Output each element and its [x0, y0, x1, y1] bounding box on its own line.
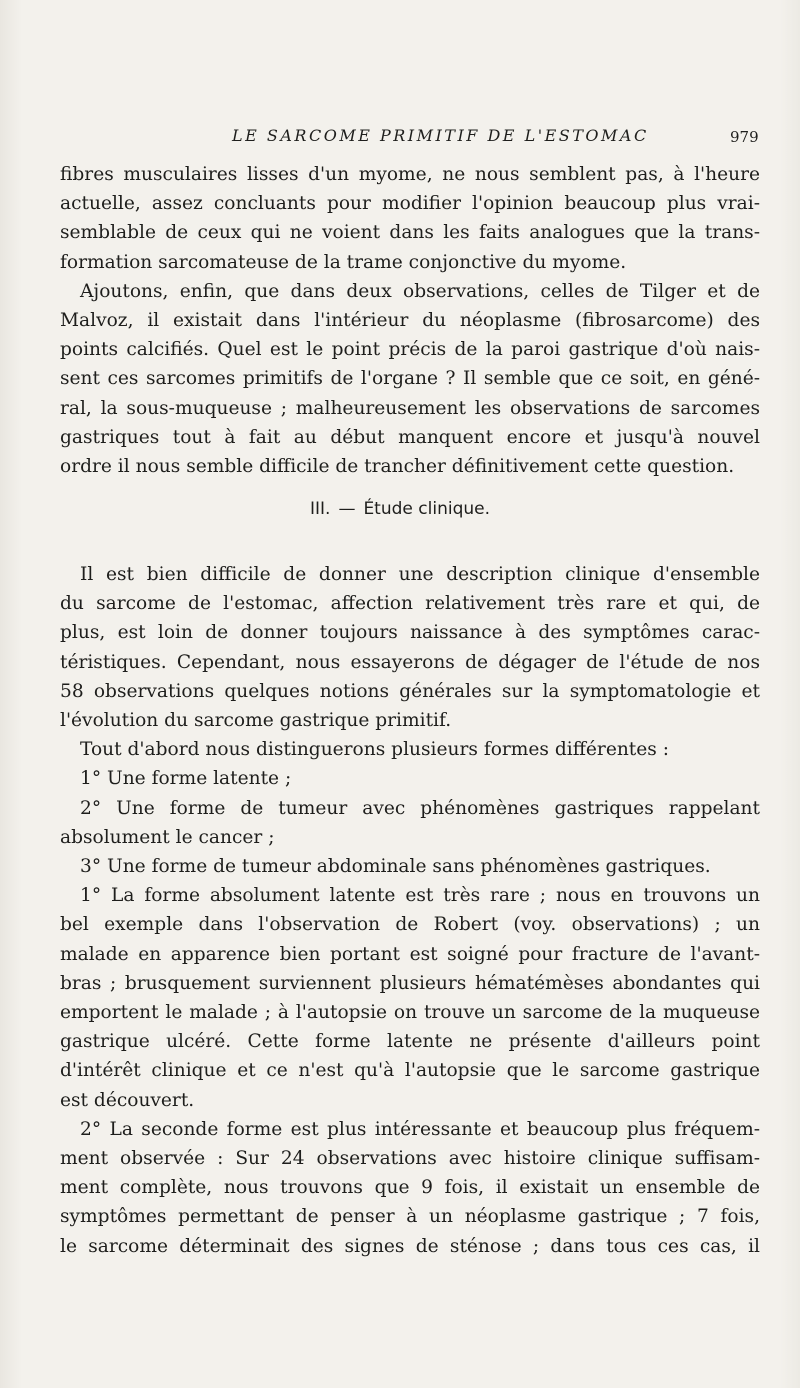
text-line: 1° Une forme latente ;	[80, 768, 292, 790]
body-text-bottom	[60, 560, 760, 1261]
section-number: III.	[309, 499, 331, 519]
text-line: 58 observations quelques notions générales sur la symptomatologie et	[60, 680, 760, 702]
text-line: 2° La seconde forme est plus intéressante et beaucoup plus fréquem-	[80, 1118, 760, 1140]
text-line: malade en apparence bien portant est soigné pour fracture de l'avant-	[60, 943, 760, 965]
text-line: emportent le malade ; à l'autopsie on trouve un sarcome de la muqueuse	[60, 1002, 760, 1024]
text-line: du sarcome de l'estomac, affection relativement très rare et qui, de	[60, 593, 760, 615]
text-line: 3° Une forme de tumeur abdominale sans phénomènes gastriques.	[80, 856, 711, 878]
text-line: plus, est loin de donner toujours naissance à des symptômes carac-	[60, 622, 760, 644]
page-number: 979	[730, 128, 759, 146]
text-line: Ajoutons, enfin, que dans deux observations, celles de Tilger et de	[80, 280, 760, 302]
text-line: Malvoz, il existait dans l'intérieur du néoplasme (fibrosarcome) des	[60, 310, 760, 332]
text-line: sent ces sarcomes primitifs de l'organe ? Il semble que ce soit, en géné-	[60, 368, 760, 390]
text-line: Il est bien difficile de donner une description clinique d'ensemble	[80, 564, 760, 585]
text-line: le sarcome déterminait des signes de sténose ; dans tous ces cas, il	[60, 1235, 760, 1257]
text-line: points calcifiés. Quel est le point précis de la paroi gastrique d'où nais-	[60, 339, 760, 361]
text-line: absolument le cancer ;	[60, 826, 275, 848]
text-line: Tout d'abord nous distinguerons plusieurs formes différentes :	[80, 739, 669, 761]
text-line: gastrique ulcéré. Cette forme latente ne présente d'ailleurs point	[60, 1031, 760, 1053]
text-line: gastriques tout à fait au début manquent encore et jusqu'à nouvel	[60, 426, 760, 448]
text-line: bel exemple dans l'observation de Robert (voy. observations) ; un	[60, 914, 760, 936]
body-text-top	[60, 160, 760, 481]
section-title: Étude clinique.	[363, 499, 490, 519]
text-line: actuelle, assez concluants pour modifier l'opinion beaucoup plus vrai-	[60, 193, 760, 215]
text-line: formation sarcomateuse de la trame conjonctive du myome.	[60, 251, 627, 273]
text-line: l'évolution du sarcome gastrique primitif.	[60, 710, 452, 732]
running-header	[0, 126, 800, 150]
text-line: d'intérêt clinique et ce n'est qu'à l'autopsie que le sarcome gastrique	[60, 1060, 760, 1082]
text-line: ment observée : Sur 24 observations avec histoire clinique suffisam-	[60, 1148, 760, 1170]
text-line: est découvert.	[60, 1089, 195, 1111]
running-title: LE SARCOME PRIMITIF DE L'ESTOMAC	[232, 126, 649, 145]
text-line: fibres musculaires lisses d'un myome, ne nous semblent pas, à l'heure	[60, 164, 760, 185]
text-line: 2° Une forme de tumeur avec phénomènes gastriques rappelant	[80, 797, 760, 819]
section-dash: —	[338, 499, 356, 519]
text-line: symptômes permettant de penser à un néoplasme gastrique ; 7 fois,	[60, 1206, 760, 1228]
text-line: ordre il nous semble difficile de trancher définitivement cette question.	[60, 456, 735, 478]
text-line: ral, la sous-muqueuse ; malheureusement les observations de sarcomes	[60, 397, 760, 419]
text-line: 1° La forme absolument latente est très rare ; nous en trouvons un	[80, 885, 760, 907]
text-line: semblable de ceux qui ne voient dans les faits analogues que la trans-	[60, 222, 760, 244]
section-heading	[0, 499, 800, 519]
text-line: bras ; brusquement surviennent plusieurs hématémèses abondantes qui	[60, 972, 760, 994]
text-line: ment complète, nous trouvons que 9 fois, il existait un ensemble de	[60, 1177, 760, 1199]
text-line: téristiques. Cependant, nous essayerons de dégager de l'étude de nos	[60, 651, 760, 673]
